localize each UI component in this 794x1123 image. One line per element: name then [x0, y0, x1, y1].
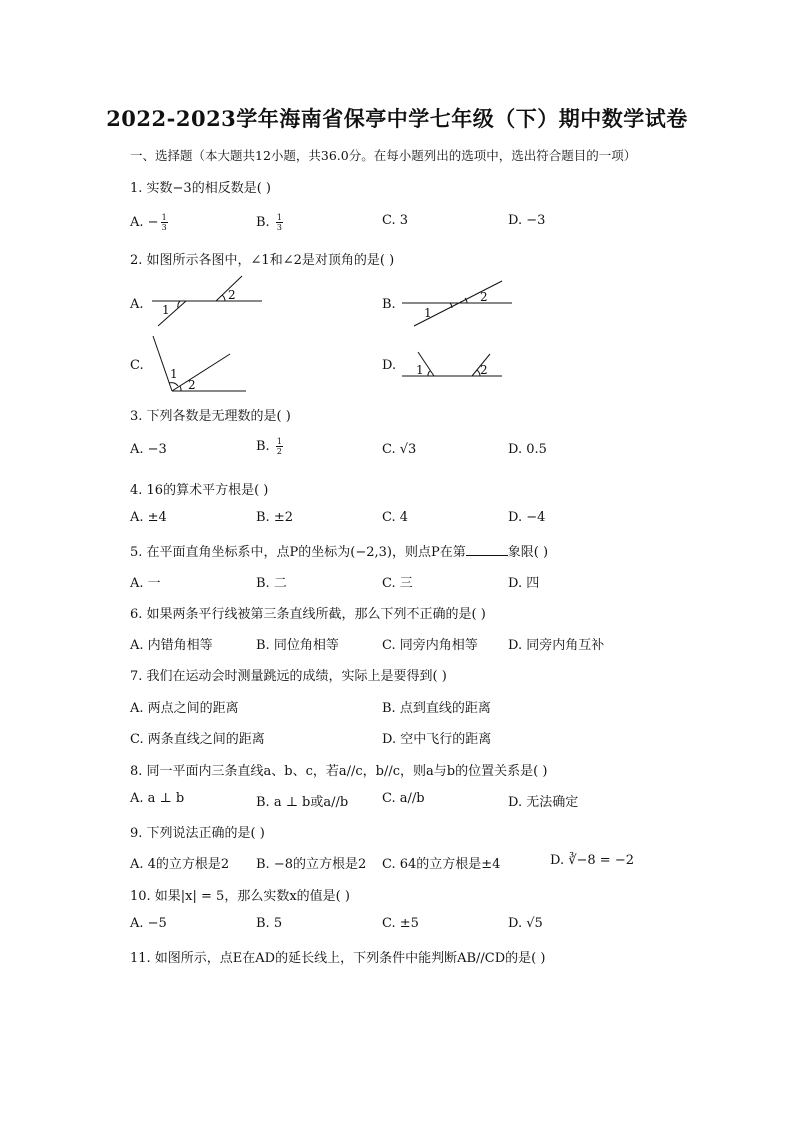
q10-option-b[interactable]: B. 5 — [256, 916, 283, 931]
q1-option-d[interactable]: D. −3 — [508, 213, 546, 228]
q3-option-a[interactable]: A. −3 — [130, 442, 167, 457]
q7-option-c[interactable]: C. 两条直线之间的距离 — [130, 732, 265, 747]
numerator: 1 — [276, 437, 282, 446]
q6-option-b[interactable]: B. 同位角相等 — [256, 638, 339, 653]
q9-option-a[interactable]: A. 4的立方根是2 — [130, 857, 230, 872]
question-8: 8. 同一平面内三条直线a、b、c，若a//c，b//c，则a与b的位置关系是( ) — [130, 764, 548, 779]
q8-option-a[interactable]: A. a ⊥ b — [130, 791, 185, 806]
angle-1-label: 1 — [162, 303, 170, 317]
question-11: 11. 如图所示，点E在AD的延长线上，下列条件中能判断AB//CD的是( ) — [130, 951, 546, 966]
q1-option-b[interactable] — [256, 213, 285, 232]
numerator: 1 — [276, 213, 282, 222]
q3-option-b[interactable] — [256, 437, 285, 456]
question-3: 3. 下列各数是无理数的是( ) — [130, 409, 291, 424]
q8-option-c[interactable]: C. a//b — [382, 791, 425, 806]
q5-option-d[interactable]: D. 四 — [508, 576, 540, 591]
q2-figure-b — [400, 276, 515, 331]
fraction — [161, 213, 168, 232]
minus-sign: − — [147, 215, 159, 230]
q7-option-a[interactable]: A. 两点之间的距离 — [130, 701, 239, 716]
angle-2-label: 2 — [480, 363, 488, 377]
q6-option-a[interactable]: A. 内错角相等 — [130, 638, 213, 653]
q7-option-d[interactable]: D. 空中飞行的距离 — [382, 732, 492, 747]
q5-option-b[interactable]: B. 二 — [256, 576, 287, 591]
q3-option-d[interactable]: D. 0.5 — [508, 442, 547, 457]
question-6: 6. 如果两条平行线被第三条直线所截，那么下列不正确的是( ) — [130, 607, 486, 622]
q3-option-c[interactable]: C. √3 — [382, 442, 417, 457]
angle-1-label: 1 — [424, 306, 432, 320]
q10-option-d[interactable]: D. √5 — [508, 916, 543, 931]
question-text: 5. 在平面直角坐标系中，点P的坐标为(−2,3)，则点P在第 — [130, 545, 466, 560]
angle-2-label: 2 — [228, 288, 236, 302]
q2-figure-c — [150, 334, 250, 394]
page-title: 2022-2023学年海南省保亭中学七年级（下）期中数学试卷 — [106, 106, 688, 131]
q8-option-d[interactable]: D. 无法确定 — [508, 795, 579, 810]
angle-1-label: 1 — [416, 363, 424, 377]
q9-option-d[interactable]: D. ∛−8 = −2 — [550, 853, 634, 868]
denominator: 2 — [276, 447, 282, 456]
q4-option-d[interactable]: D. −4 — [508, 510, 546, 525]
q1-option-c[interactable]: C. 3 — [382, 213, 409, 228]
fraction — [276, 213, 283, 232]
q4-option-c[interactable]: C. 4 — [382, 510, 409, 525]
q10-option-a[interactable]: A. −5 — [130, 916, 167, 931]
question-7: 7. 我们在运动会时测量跳远的成绩，实际上是要得到( ) — [130, 669, 447, 684]
question-text-end: 象限( ) — [507, 545, 549, 560]
denominator: 3 — [276, 223, 282, 232]
option-letter: B. — [256, 215, 270, 230]
q4-option-a[interactable]: A. ±4 — [130, 510, 167, 525]
q2-option-b[interactable]: B. — [382, 297, 396, 312]
question-10: 10. 如果|x| = 5，那么实数x的值是( ) — [130, 889, 350, 904]
q10-option-c[interactable]: C. ±5 — [382, 916, 419, 931]
q1-option-a[interactable] — [130, 213, 170, 232]
question-9: 9. 下列说法正确的是( ) — [130, 826, 265, 841]
option-letter: A. — [130, 215, 144, 230]
q9-option-b[interactable]: B. −8的立方根是2 — [256, 857, 367, 872]
question-1: 1. 实数−3的相反数是( ) — [130, 181, 271, 196]
q2-option-a[interactable]: A. — [130, 297, 144, 312]
q2-option-d[interactable]: D. — [382, 358, 397, 373]
fraction — [276, 437, 283, 456]
angle-2-label: 2 — [188, 378, 196, 392]
angle-2-label: 2 — [480, 290, 488, 304]
q5-option-a[interactable]: A. 一 — [130, 576, 161, 591]
section-heading: 一、选择题（本大题共12小题，共36.0分。在每小题列出的选项中，选出符合题目的一项） — [130, 148, 637, 163]
denominator: 3 — [161, 223, 167, 232]
q9-option-c[interactable]: C. 64的立方根是±4 — [382, 857, 501, 872]
q2-figure-d — [400, 350, 505, 380]
question-2: 2. 如图所示各图中，∠1和∠2是对顶角的是( ) — [130, 253, 395, 268]
q4-option-b[interactable]: B. ±2 — [256, 510, 293, 525]
q5-option-c[interactable]: C. 三 — [382, 576, 413, 591]
q8-option-b[interactable]: B. a ⊥ b或a//b — [256, 795, 349, 810]
q6-option-c[interactable]: C. 同旁内角相等 — [382, 638, 478, 653]
option-letter: B. — [256, 439, 270, 454]
question-4: 4. 16的算术平方根是( ) — [130, 483, 269, 498]
q2-figure-a — [150, 274, 265, 329]
angle-1-label: 1 — [170, 367, 178, 381]
question-5 — [130, 541, 548, 560]
q7-option-b[interactable]: B. 点到直线的距离 — [382, 701, 491, 716]
answer-blank[interactable] — [466, 543, 508, 556]
q2-option-c[interactable]: C. — [130, 358, 144, 373]
q6-option-d[interactable]: D. 同旁内角互补 — [508, 638, 605, 653]
numerator: 1 — [161, 213, 167, 222]
